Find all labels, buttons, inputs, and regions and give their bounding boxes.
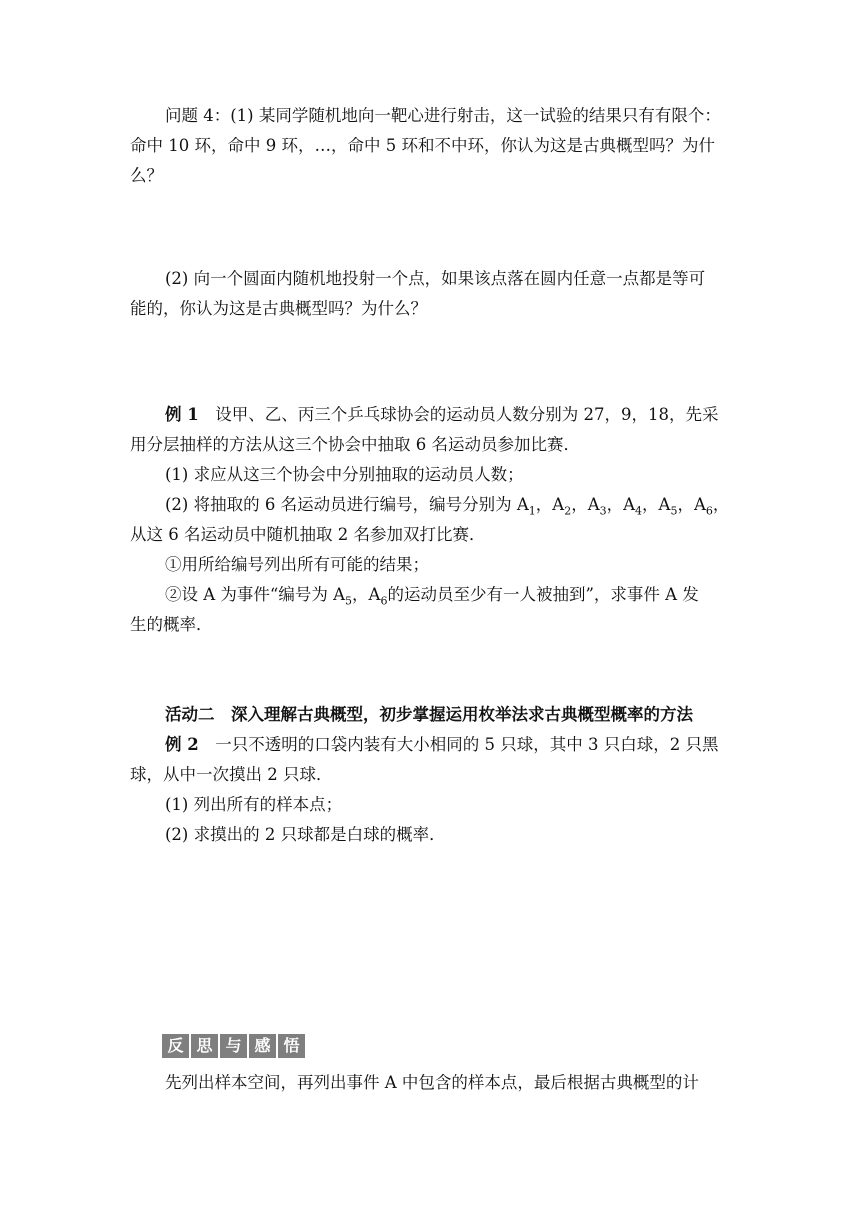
example1-label: 例 1 <box>165 405 199 424</box>
text-line: 生的概率． <box>130 615 213 634</box>
athlete-id: $A_1$ <box>516 495 536 518</box>
example1 <box>130 400 735 640</box>
athlete-id: $A_2$ <box>552 495 572 518</box>
problem4-part1 <box>130 101 735 191</box>
athlete-id: $A_6$ <box>693 495 713 518</box>
reflection-text <box>130 1068 735 1098</box>
athlete-id: $A_5$ <box>658 495 678 518</box>
text-line <box>130 400 735 430</box>
text-line: 问题 4：(1) 某同学随机地向一靶心进行射击，这一试验的结果只有有限个： <box>165 106 721 125</box>
example2-text: 一只不透明的口袋内装有大小相同的 5 只球，其中 3 只白球，2 只黑 <box>215 735 719 754</box>
text-line: 能的，你认为这是古典概型吗？为什么？ <box>130 299 427 318</box>
tag-char: 反 <box>162 1034 189 1058</box>
tag-char: 感 <box>249 1034 276 1058</box>
activity2-section <box>130 700 735 850</box>
question-2-text: (2) 将抽取的 6 名运动员进行编号，编号分别为 <box>165 495 517 514</box>
sub-question-2: ②设 A 为事件“编号为 $A_5$，$A_6$的运动员至少有一人被抽到”，求事件 A 发 <box>165 585 699 608</box>
question-1: (1) 列出所有的样本点； <box>165 795 343 814</box>
text-line: 球，从中一次摸出 2 只球． <box>130 765 333 784</box>
tag-char: 与 <box>220 1034 247 1058</box>
example1-text: 设甲、乙、丙三个乒乓球协会的运动员人数分别为 27，9，18，先采 <box>215 405 719 424</box>
tag-char: 悟 <box>278 1034 305 1058</box>
athlete-id: $A_4$ <box>623 495 643 518</box>
text-line: (2) 向一个圆面内随机地投射一个点，如果该点落在圆内任意一点都是等可 <box>165 269 706 288</box>
reflection-tag <box>162 1034 307 1058</box>
sub-question-1: ①用所给编号列出所有可能的结果； <box>165 555 429 574</box>
example2-label: 例 2 <box>165 735 199 754</box>
activity2-heading: 活动二 深入理解古典概型，初步掌握运用枚举法求古典概型概率的方法 <box>165 705 693 724</box>
text-line: 么？ <box>130 166 163 185</box>
tag-char: 思 <box>191 1034 218 1058</box>
question-2: (2) 将抽取的 6 名运动员进行编号，编号分别为 $A_1$，$A_2$，$A_3$，$A_4$，$A_5$，$A_6$， <box>165 495 730 518</box>
athlete-id: $A_3$ <box>587 495 607 518</box>
problem4-part2 <box>130 264 735 324</box>
text-line: 命中 10 环，命中 9 环，…，命中 5 环和不中环，你认为这是古典概型吗？为什 <box>130 136 715 155</box>
text-line: 用分层抽样的方法从这三个协会中抽取 6 名运动员参加比赛． <box>130 435 580 454</box>
question-1: (1) 求应从这三个协会中分别抽取的运动员人数； <box>165 465 524 484</box>
text-line: 从这 6 名运动员中随机抽取 2 名参加双打比赛． <box>130 525 486 544</box>
text-line: 先列出样本空间，再列出事件 A 中包含的样本点，最后根据古典概型的计 <box>165 1073 699 1092</box>
question-2: (2) 求摸出的 2 只球都是白球的概率． <box>165 825 446 844</box>
text-line <box>130 730 735 760</box>
